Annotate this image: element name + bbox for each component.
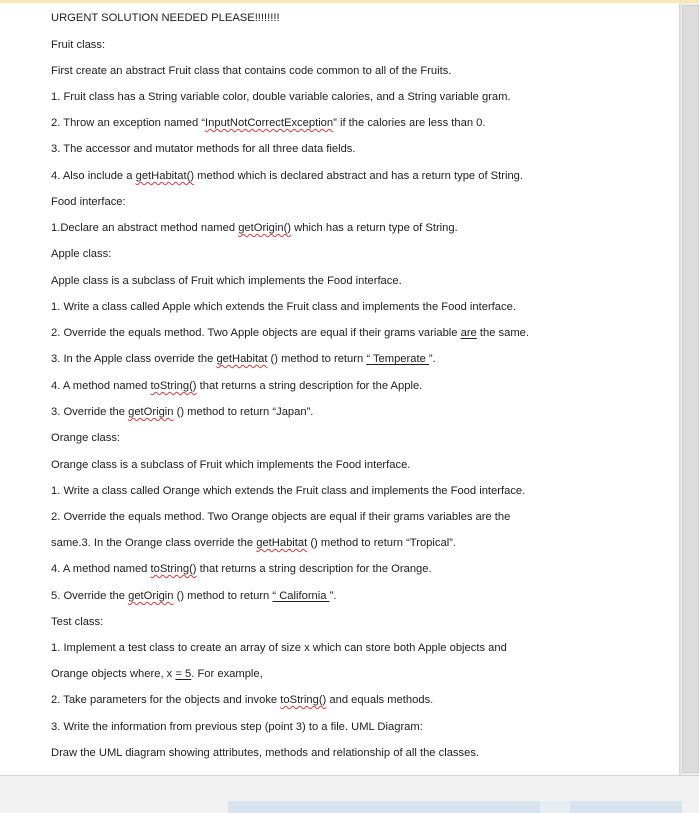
spellcheck-flag: toString() xyxy=(280,694,327,706)
paragraph: 2. Override the equals method. Two Orange objects are equal if their grams variables are the xyxy=(51,511,511,523)
paragraph: 4. Also include a getHabitat() method which is declared abstract and has a return type of String. xyxy=(51,170,524,182)
grammar-flag: “ California xyxy=(272,590,330,602)
spellcheck-flag: getOrigin xyxy=(128,590,174,602)
paragraph: 1.Declare an abstract method named getOrigin() which has a return type of String. xyxy=(51,222,458,234)
paragraph: Orange class is a subclass of Fruit which implements the Food interface. xyxy=(51,459,411,471)
paragraph: 2. Take parameters for the objects and invoke toString() and equals methods. xyxy=(51,694,434,706)
grammar-flag: = 5 xyxy=(175,668,192,680)
paragraph: 3. The accessor and mutator methods for all three data fields. xyxy=(51,143,356,155)
spellcheck-flag: toString() xyxy=(150,380,197,392)
paragraph: 2. Override the equals method. Two Apple objects are equal if their grams variable are the same. xyxy=(51,327,530,339)
paragraph: 2. Throw an exception named “InputNotCorrectException” if the calories are less than 0. xyxy=(51,117,486,129)
section-heading-fruit: Fruit class: xyxy=(51,39,106,51)
paragraph: 3. In the Apple class override the getHabitat () method to return “ Temperate ”. xyxy=(51,353,436,365)
section-heading-test: Test class: xyxy=(51,616,104,628)
document-page xyxy=(0,3,680,775)
horizontal-scrollbar[interactable] xyxy=(228,801,682,813)
paragraph: same.3. In the Orange class override the getHabitat () method to return “Tropical”. xyxy=(51,537,457,549)
paragraph: 1. Write a class called Orange which extends the Fruit class and implements the Food interface. xyxy=(51,485,526,497)
vertical-scrollbar-thumb[interactable] xyxy=(682,5,699,773)
paragraph: 1. Write a class called Apple which extends the Fruit class and implements the Food interface. xyxy=(51,301,516,313)
horizontal-scrollbar-thumb[interactable] xyxy=(540,801,570,813)
section-heading-orange: Orange class: xyxy=(51,432,121,444)
paragraph: 5. Override the getOrigin () method to return “ California ”. xyxy=(51,590,337,602)
paragraph: Draw the UML diagram showing attributes, methods and relationship of all the classes. xyxy=(51,747,480,759)
paragraph: 4. A method named toString() that returns a string description for the Orange. xyxy=(51,563,432,575)
doc-heading: URGENT SOLUTION NEEDED PLEASE!!!!!!!! xyxy=(51,12,280,24)
paragraph: Apple class is a subclass of Fruit which implements the Food interface. xyxy=(51,275,402,287)
paragraph: 3. Override the getOrigin () method to return “Japan”. xyxy=(51,406,314,418)
paragraph: First create an abstract Fruit class that contains code common to all of the Fruits. xyxy=(51,65,452,77)
grammar-flag: “ Temperate xyxy=(366,353,429,365)
spellcheck-flag: getHabitat xyxy=(216,353,268,365)
paragraph: 1. Implement a test class to create an array of size x which can store both Apple objects and xyxy=(51,642,507,654)
vertical-scrollbar[interactable] xyxy=(680,3,699,775)
paragraph: 1. Fruit class has a String variable color, double variable calories, and a String variable gram. xyxy=(51,91,511,103)
section-heading-apple: Apple class: xyxy=(51,248,112,260)
spellcheck-flag: toString() xyxy=(150,563,197,575)
spellcheck-flag: getHabitat() xyxy=(135,170,195,182)
spellcheck-flag: getHabitat xyxy=(256,537,308,549)
paragraph: 3. Write the information from previous step (point 3) to a file. UML Diagram: xyxy=(51,721,423,733)
spellcheck-flag: InputNotCorrectException xyxy=(205,117,334,129)
paragraph: 4. A method named toString() that returns a string description for the Apple. xyxy=(51,380,423,392)
grammar-flag: are xyxy=(460,327,477,339)
section-heading-food: Food interface: xyxy=(51,196,126,208)
spellcheck-flag: getOrigin xyxy=(128,406,174,418)
paragraph: Orange objects where, x = 5. For example, xyxy=(51,668,263,680)
spellcheck-flag: getOrigin() xyxy=(238,222,292,234)
